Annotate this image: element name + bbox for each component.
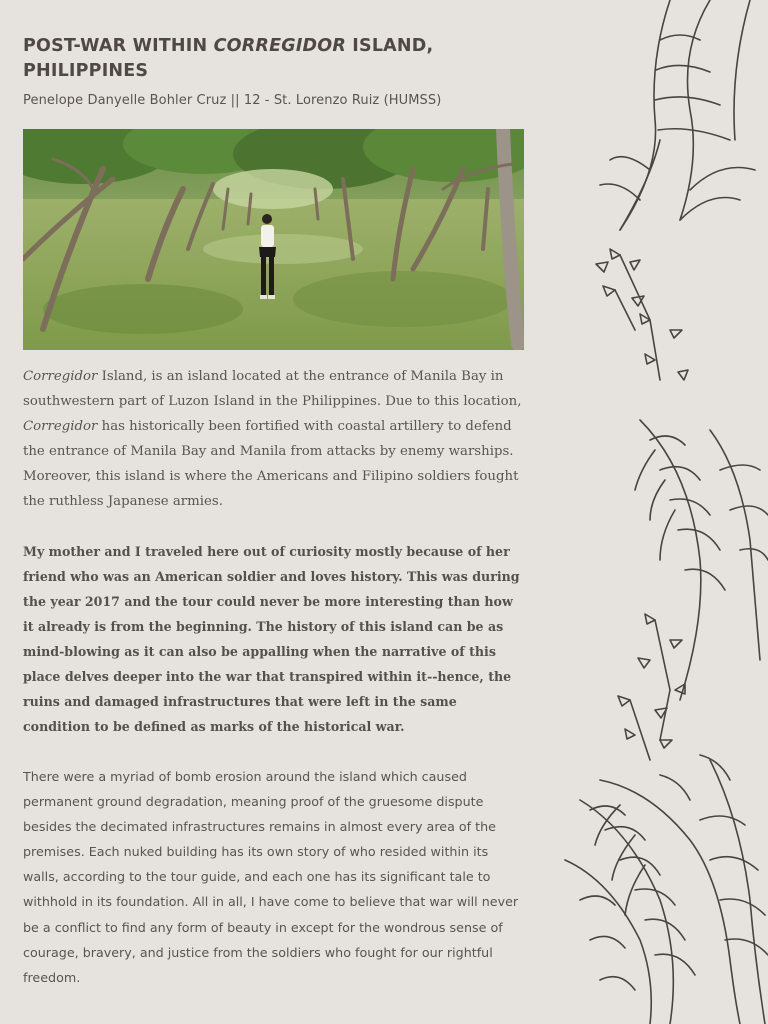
paragraph-1-text-b: has historically been fortified with coastal artillery to defend the entrance of Manila Bay and Manila from attacks by enemy warships. Moreover, this island is where the Americans and Filipino soldiers fought the ruthless Japanese armies. [23, 419, 519, 509]
author-byline: Penelope Danyelle Bohler Cruz || 12 - St. Lorenzo Ruiz (HUMSS) [23, 93, 442, 108]
island-name-italic: Corregidor [23, 419, 98, 434]
botanical-line-art [560, 0, 768, 1024]
article-title [23, 34, 525, 84]
article [23, 34, 525, 990]
title-italic: CORREGIDOR [213, 36, 347, 56]
grove-photo [23, 129, 524, 350]
paragraph-3: There were a myriad of bomb erosion around the island which caused permanent ground degradation, meaning proof of the gruesome dispute besides the decimated infrastructures remains in almost every area of the premises. Each nuked building has its own story of who resided within its walls, according to the tour guide, and each one has its significant tale to withhold in its foundation. All in all, I have come to believe that war will never be a conflict to find any form of beauty in except for the wondrous sense of courage, bravery, and justice from the soldiers who fought for our rightful freedom. [23, 769, 519, 985]
paragraph-1 [23, 364, 525, 514]
paragraph-1-text-a: Island, is an island located at the entrance of Manila Bay in southwestern part of Luzon Island in the Philippines. Due to this location, [23, 369, 522, 409]
island-name-italic: Corregidor [23, 369, 98, 384]
paragraph-2: My mother and I traveled here out of curiosity mostly because of her friend who was an American soldier and loves history. This was during the year 2017 and the tour could never be more interesting than how it already is from the beginning. The history of this island can be as mind-blowing as it can also be appalling when the narrative of this place delves deeper into the war that transpired within it--hence, the ruins and damaged infrastructures that were left in the same condition to be defined as marks of the historical war. [23, 544, 520, 734]
title-part-2: ISLAND, PHILIPPINES [23, 36, 434, 81]
title-part-1: POST-WAR WITHIN [23, 36, 214, 56]
